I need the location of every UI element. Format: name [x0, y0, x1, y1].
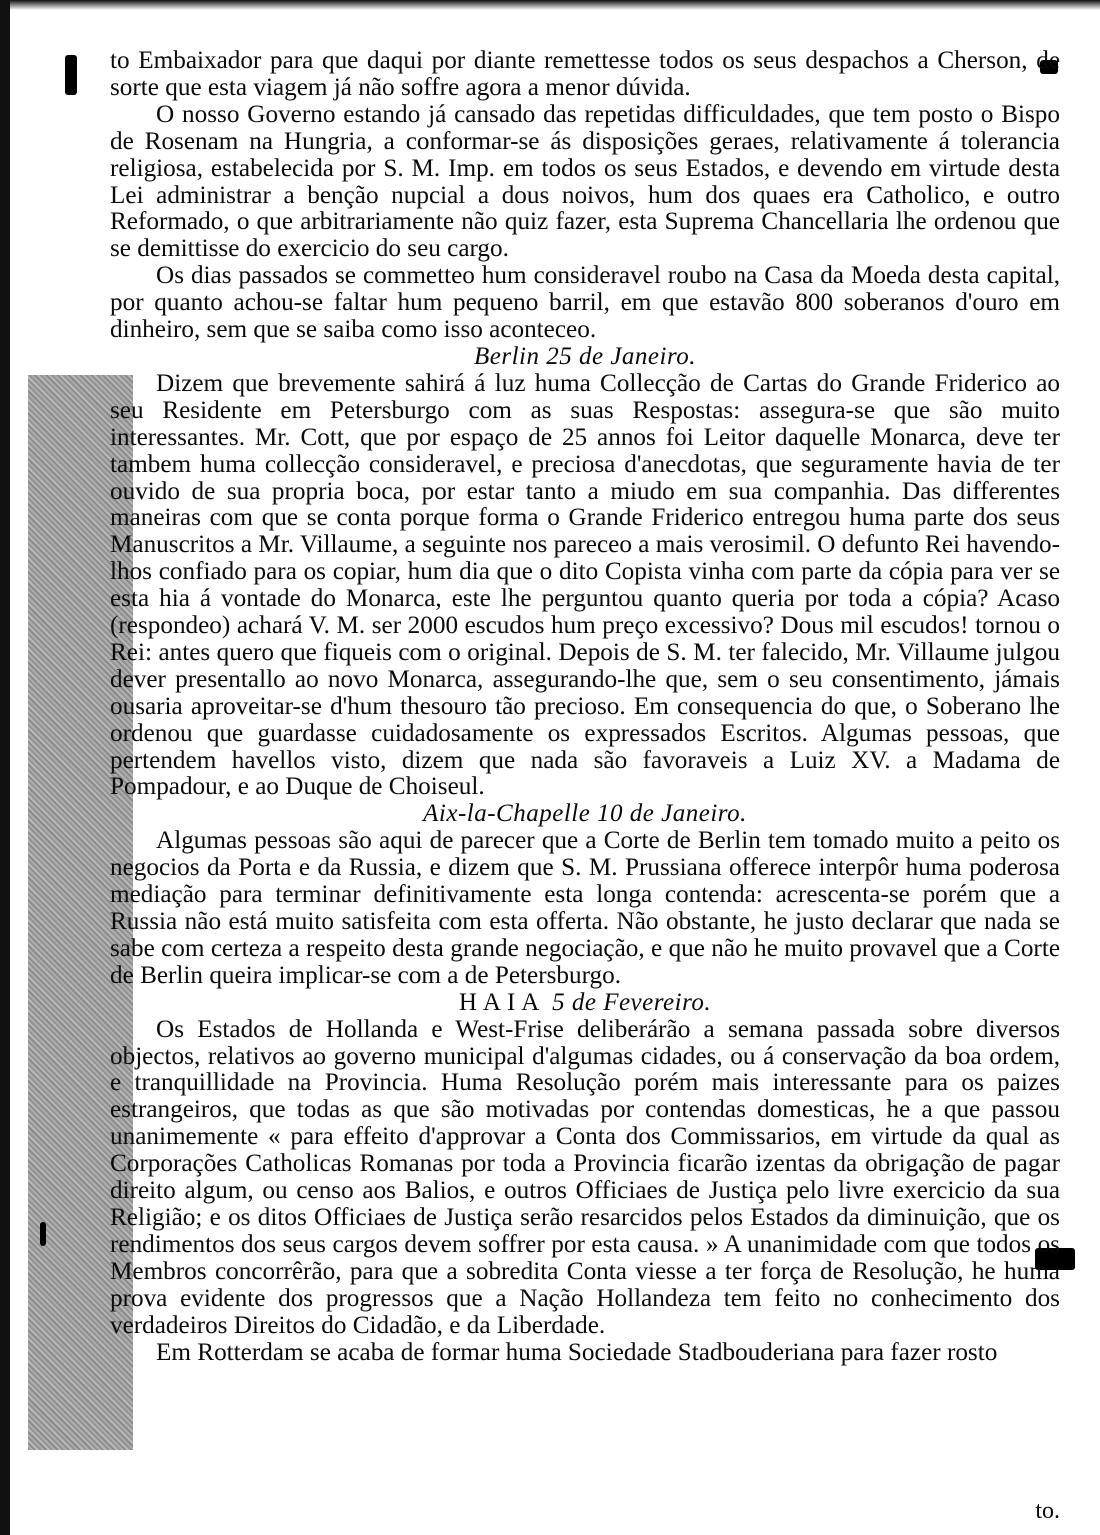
- dateline-berlin: Berlin 25 de Janeiro.: [473, 342, 697, 370]
- dateline-date: 5 de Fevereiro.: [552, 988, 712, 1016]
- dateline-aix-la-chapelle: Aix-la-Chapelle 10 de Janeiro.: [423, 800, 747, 828]
- ink-blot: [65, 55, 77, 95]
- body-text: [110, 48, 1060, 1366]
- scan-top-edge: [0, 0, 1100, 10]
- paragraph: Dizem que brevemente sahirá á luz huma Collecção de Cartas do Grande Friderico ao seu Residente em Petersburgo com as suas Respostas: assegura-se que são muito interessantes. Mr. Cott, que por espaço de 25 annos foi Leitor daquelle Monarca, deve ter tambem huma collecção consideravel, e preciosa d'anecdotas, que seguramente havia de ter ouvido de sua propria boca, por estar tanto a miudo em sua companhia. Das differentes maneiras com que se conta porque forma o Grande Friderico entregou huma parte dos seus Manuscritos a Mr. Villaume, a seguinte nos pareceo a mais verosimil. O defunto Rei havendo-lhos confiado para os copiar, hum dia que o dito Copista vinha com parte da cópia para ver se esta hia á vontade do Monarca, este lhe perguntou quanto queria por toda a cópia? Acaso (respondeo) achará V. M. ser 2000 escudos hum preço excessivo? Dous mil escudos! tornou o Rei: antes quero que fiqueis com o original. Depois de S. M. ter falecido, Mr. Villaume julgou dever presentallo ao novo Monarca, assegurando-lhe que, sem o seu consentimento, jámais ousaria aproveitar-se d'hum thesouro tão precioso. Em consequencia do que, o Soberano lhe ordenou que guardasse cuidadosamente os expressados Escritos. Algumas pessoas, que pertendem havellos visto, dizem que nada são favoraveis a Luiz XV. a Madama de Pompadour, e ao Duque de Choiseul.: [110, 369, 1061, 801]
- paragraph: Os Estados de Hollanda e West-Frise deliberárão a semana passada sobre diversos objectos, relativos ao governo municipal d'algumas cidades, ou á conservação da boa ordem, e tranquillidade na Provincia. Huma Resolução porém mais interessante para os paizes estrangeiros, que todas as que são motivadas por contendas domesticas, he a que passou unanimemente « para effeito d'approvar a Conta dos Commissarios, em virtude da qual as Corporações Catholicas Romanas por toda a Provincia ficarão izentas da obrigação de pagar direito algum, ou censo aos Balios, e outros Officiaes de Justiça pelo livre exercicio da sua Religião; e os ditos Officiaes de Justiça serão resarcidos pelos Estados da diminuição, que os rendimentos dos seus cargos devem soffrer por esta causa. » A unanimidade com que todos os Membros concorrêrão, para que a sobredita Conta viesse a ter força de Resolução, he huma prova evidente dos progressos que a Nação Hollandeza tem feito no conhecimento dos verdadeiros Direitos do Cidadão, e da Liberdade.: [110, 1015, 1060, 1339]
- ink-blot: [40, 1222, 46, 1246]
- paragraph: to Embaixador para que daqui por diante remettesse todos os seus despachos a Cherson, de sorte que esta viagem já não soffre agora a menor dúvida.: [110, 47, 1060, 101]
- scan-left-edge: [0, 0, 10, 1535]
- paragraph: O nosso Governo estando já cansado das repetidas difficuldades, que tem posto o Bispo de Rosenam na Hungria, a conformar-se ás disposições geraes, relativamente á tolerancia religiosa, estabelecida por S. M. Imp. em todos os seus Estados, e devendo em virtude desta Lei administrar a benção nupcial a dous noivos, hum dos quaes era Catholico, e outro Reformado, o que arbitrariamente não quiz fazer, esta Suprema Chancellaria lhe ordenou que se demittisse do exercicio do seu cargo.: [110, 100, 1060, 263]
- dateline-city: HAIA: [458, 988, 546, 1016]
- catchword: to.: [1035, 1498, 1060, 1524]
- paragraph: Algumas pessoas são aqui de parecer que a Corte de Berlin tem tomado muito a peito os negocios da Porta e da Russia, e dizem que S. M. Prussiana offerece interpôr huma poderosa mediação para terminar definitivamente esta longa contenda: acrescenta-se porém que a Russia não está muito satisfeita com esta offerta. Não obstante, he justo declarar que nada se sabe com certeza a respeito desta grande negociação, e que não he muito provavel que a Corte de Berlin queira implicar-se com a de Petersburgo.: [110, 827, 1060, 989]
- paragraph: Em Rotterdam se acaba de formar huma Sociedade Stadbouderiana para fazer rosto: [156, 1338, 998, 1366]
- paragraph: Os dias passados se commetteo hum consideravel roubo na Casa da Moeda desta capital, por quanto achou-se faltar hum pequeno barril, em que estavão 800 soberanos d'ouro em dinheiro, sem que se saiba como isso aconteceo.: [110, 262, 1060, 344]
- dateline-haia: [110, 990, 1060, 1017]
